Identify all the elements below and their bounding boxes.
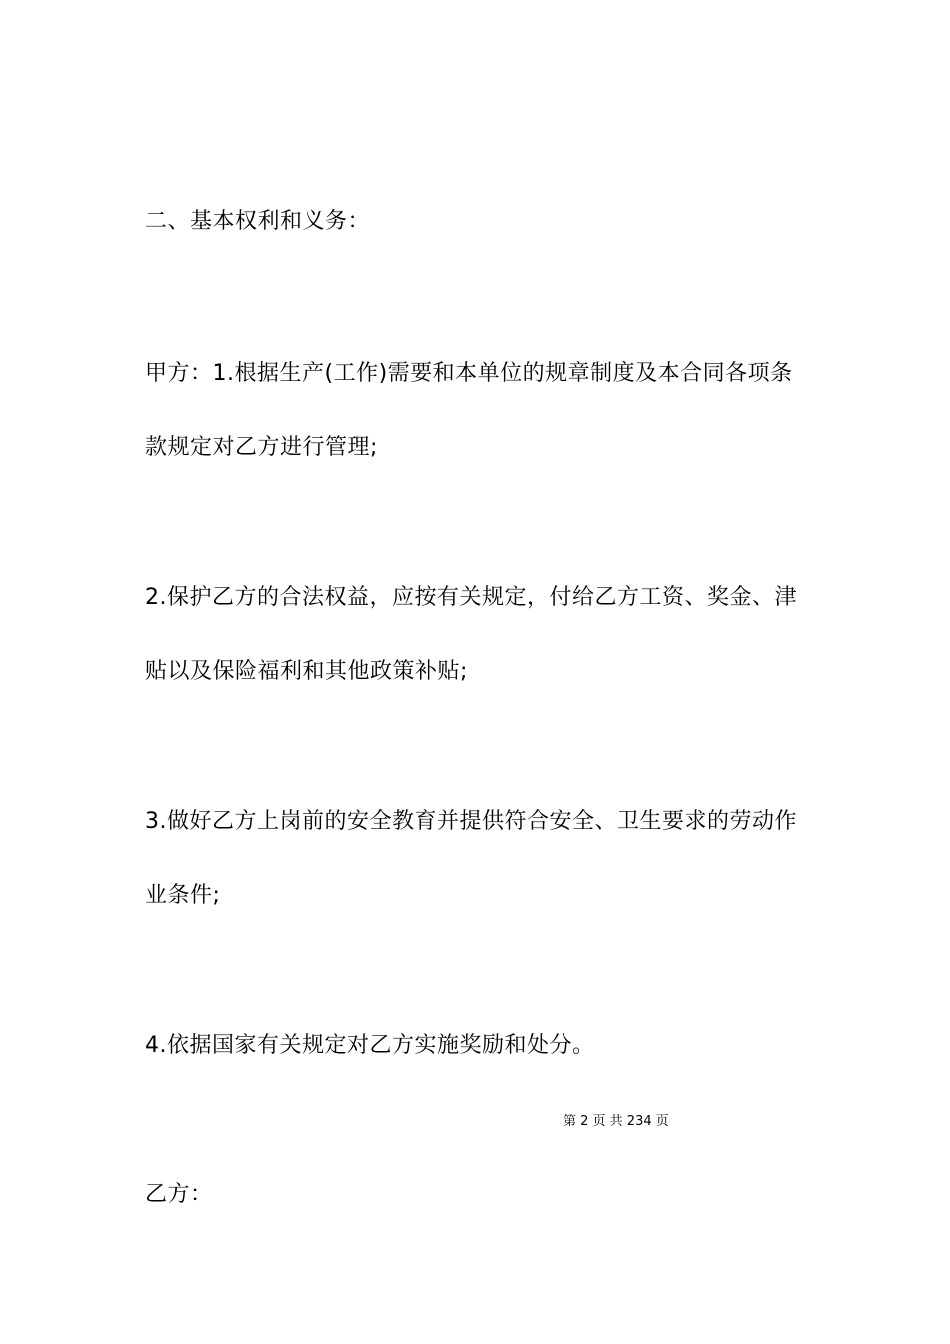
party-a-clause-2-line-2: 贴以及保险福利和其他政策补贴; <box>145 659 468 684</box>
party-a-clause-2-line-1: 2.保护乙方的合法权益，应按有关规定，付给乙方工资、奖金、津 <box>145 585 797 610</box>
party-a-clause-1-line-1: 甲方：1.根据生产(工作)需要和本单位的规章制度及本合同各项条 <box>145 361 793 386</box>
section-heading: 二、基本权利和义务： <box>145 209 371 234</box>
party-a-clause-1-line-2: 款规定对乙方进行管理; <box>145 435 378 460</box>
page-number-footer: 第 2 页 共 234 页 <box>563 1114 669 1129</box>
party-a-clause-3-line-1: 3.做好乙方上岗前的安全教育并提供符合安全、卫生要求的劳动作 <box>145 809 797 834</box>
party-b-label: 乙方： <box>145 1182 213 1207</box>
party-a-clause-3-line-2: 业条件; <box>145 883 221 908</box>
party-a-clause-4-line-1: 4.依据国家有关规定对乙方实施奖励和处分。 <box>145 1033 595 1058</box>
